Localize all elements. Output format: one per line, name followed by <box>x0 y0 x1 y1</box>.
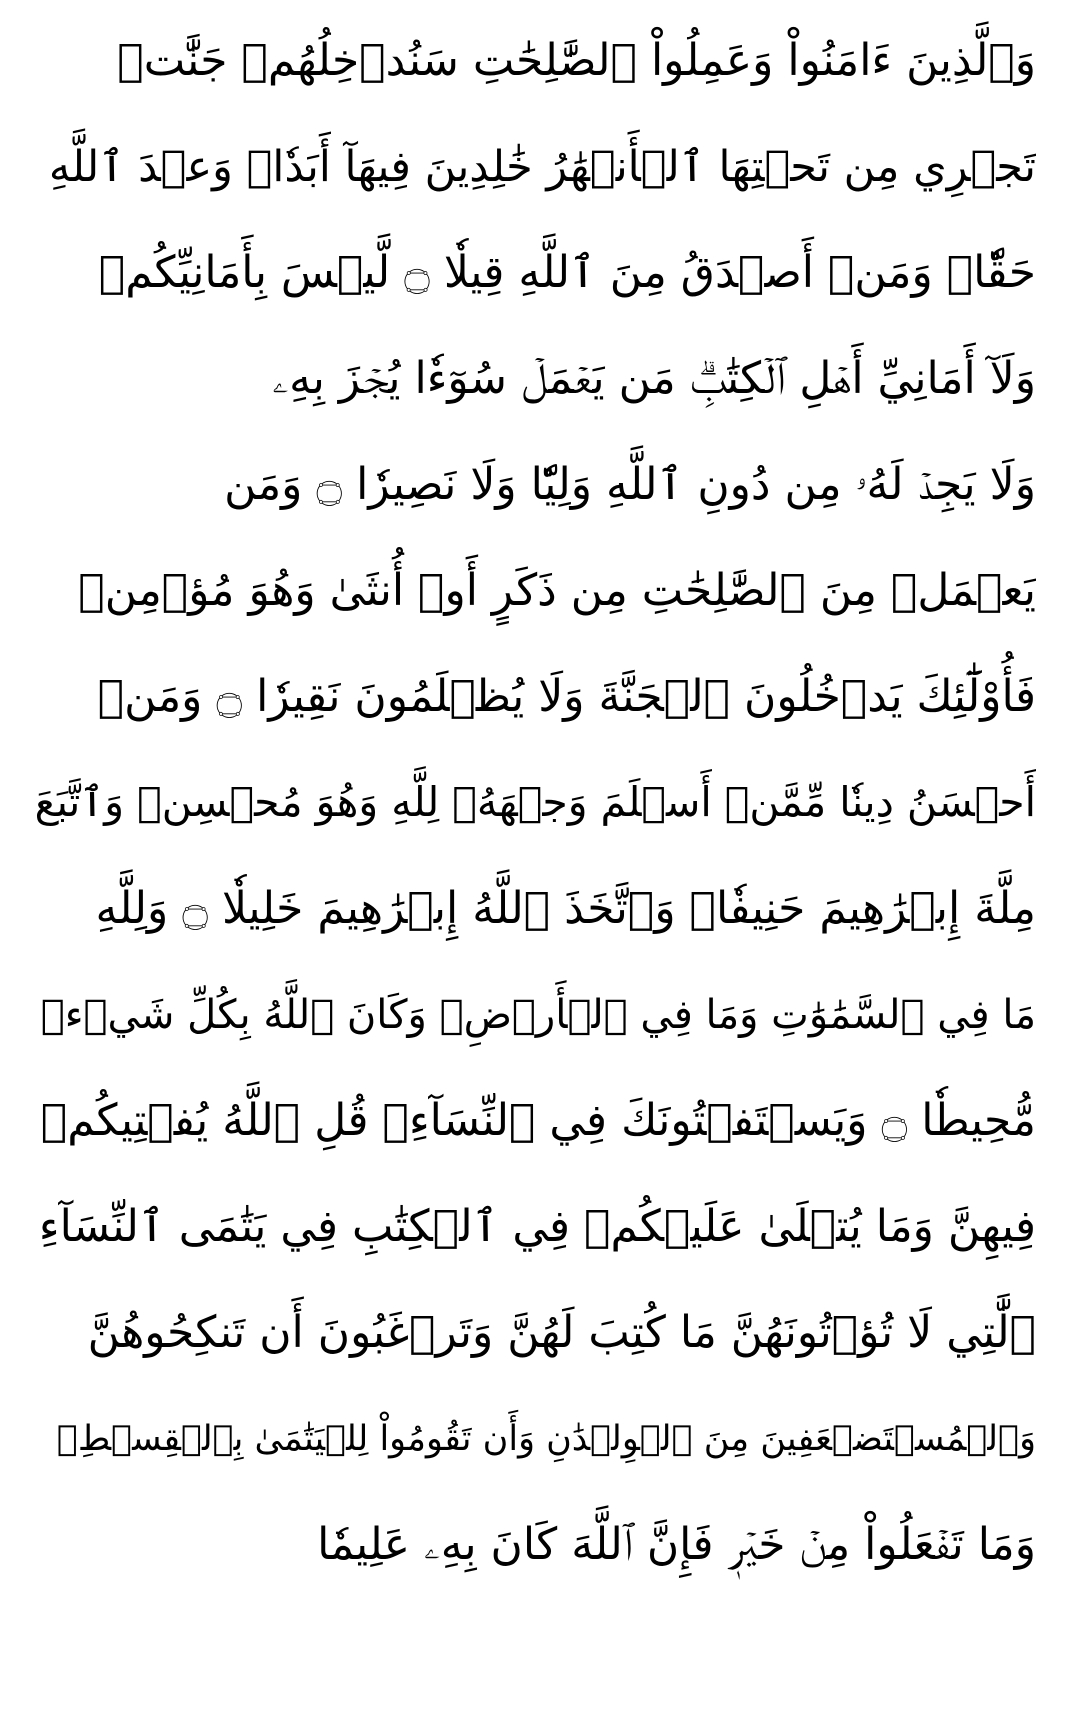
verse-line-11: مُّحِيطٗا ۝ وَيَسۡتَفۡتُونَكَ فِي ٱلنِّسَآءِۖ قُلِ ٱللَّهُ يُفۡتِيكُمۡ <box>40 1095 1036 1147</box>
verse-lines <box>30 8 1036 1715</box>
verse-line-10: مَا فِي ٱلسَّمَٰوَٰتِ وَمَا فِي ٱلۡأَرۡضِۚ وَكَانَ ٱللَّهُ بِكُلِّ شَيۡءٖ <box>40 992 1036 1038</box>
verse-line-14: وَٱلۡمُسۡتَضۡعَفِينَ مِنَ ٱلۡوِلۡدَٰنِ وَأَن تَقُومُواْ لِلۡيَتَٰمَىٰ بِٱلۡقِسۡطِۚ <box>56 1418 1036 1459</box>
verse-line-5: وَلَا يَجِدۡ لَهُۥ مِن دُونِ ٱللَّهِ وَلِيّٗا وَلَا نَصِيرٗا ۝ وَمَن <box>224 459 1036 511</box>
verse-line-15: وَمَا تَفۡعَلُواْ مِنۡ خَيۡرٖ فَإِنَّ ٱللَّهَ كَانَ بِهِۦ عَلِيمٗا <box>317 1519 1036 1571</box>
verse-line-8: أَحۡسَنُ دِينٗا مِّمَّنۡ أَسۡلَمَ وَجۡهَهُۥ لِلَّهِ وَهُوَ مُحۡسِنٞ وَٱتَّبَعَ <box>34 778 1036 827</box>
verse-line-6: يَعۡمَلۡ مِنَ ٱلصَّٰلِحَٰتِ مِن ذَكَرٍ أَوۡ أُنثَىٰ وَهُوَ مُؤۡمِنٞ <box>78 565 1036 617</box>
verse-line-2: تَجۡرِي مِن تَحۡتِهَا ٱلۡأَنۡهَٰرُ خَٰلِدِينَ فِيهَآ أَبَدٗاۖ وَعۡدَ ٱللَّهِ <box>48 141 1036 192</box>
verse-line-9: مِلَّةَ إِبۡرَٰهِيمَ حَنِيفٗاۗ وَٱتَّخَذَ ٱللَّهُ إِبۡرَٰهِيمَ خَلِيلٗا ۝ وَلِلَّهِ <box>95 883 1036 935</box>
verse-line-12: فِيهِنَّ وَمَا يُتۡلَىٰ عَلَيۡكُمۡ فِي ٱلۡكِتَٰبِ فِي يَتَٰمَى ٱلنِّسَآءِ <box>38 1201 1036 1253</box>
verse-line-7: فَأُوْلَٰٓئِكَ يَدۡخُلُونَ ٱلۡجَنَّةَ وَلَا يُظۡلَمُونَ نَقِيرٗا ۝ وَمَنۡ <box>97 671 1036 723</box>
verse-line-1: وَٱلَّذِينَ ءَامَنُواْ وَعَمِلُواْ ٱلصَّٰلِحَٰتِ سَنُدۡخِلُهُمۡ جَنَّٰتٖ <box>117 35 1036 87</box>
verse-line-3: حَقّٗاۚ وَمَنۡ أَصۡدَقُ مِنَ ٱللَّهِ قِيلٗا ۝ لَّيۡسَ بِأَمَانِيِّكُمۡ <box>98 247 1036 299</box>
verse-line-4: وَلَآ أَمَانِيِّ أَهۡلِ ٱلۡكِتَٰبِۗ مَن يَعۡمَلۡ سُوٓءٗا يُجۡزَ بِهِۦ <box>272 353 1036 405</box>
verse-line-13: ٱلَّٰتِي لَا تُؤۡتُونَهُنَّ مَا كُتِبَ لَهُنَّ وَتَرۡغَبُونَ أَن تَنكِحُوهُنَّ <box>87 1307 1036 1359</box>
